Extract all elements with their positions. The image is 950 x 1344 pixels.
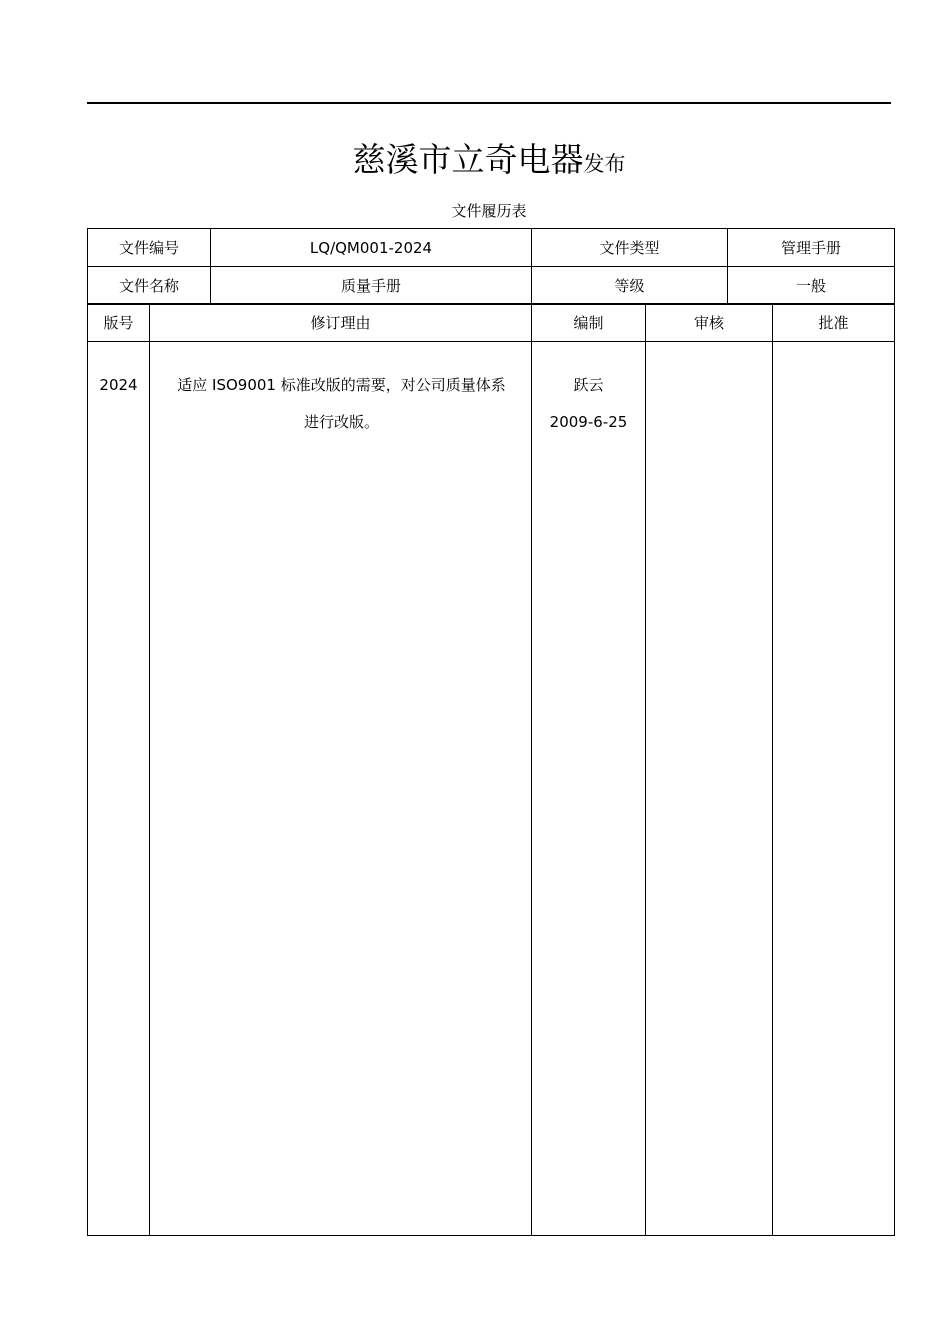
- revision-table: [87, 303, 895, 1236]
- file-info-row-1: [88, 229, 895, 267]
- version-cell: [88, 342, 150, 1236]
- document-title: [0, 134, 950, 181]
- reason-line-1: 适应 ISO9001 标准改版的需要，对公司质量体系: [177, 376, 506, 394]
- approve-cell: [773, 342, 895, 1236]
- approve-header: 批准: [773, 304, 895, 342]
- level-value: 一般: [728, 267, 895, 305]
- reason-header: 修订理由: [150, 304, 532, 342]
- file-info-row-2: [88, 267, 895, 305]
- file-info-table: [87, 228, 895, 305]
- author-date: 2009-6-25: [549, 413, 628, 431]
- doc-type-value: 管理手册: [728, 229, 895, 267]
- author-name: 跃云: [573, 376, 604, 394]
- table-row: [88, 342, 895, 1236]
- level-label: 等级: [532, 267, 728, 305]
- doc-number-label: 文件编号: [88, 229, 211, 267]
- version-header: 版号: [88, 304, 150, 342]
- doc-number-value: LQ/QM001-2024: [211, 229, 532, 267]
- company-name: 慈溪市立奇电器: [352, 140, 584, 179]
- revision-header-row: [88, 304, 895, 342]
- document-subtitle: 文件履历表: [451, 202, 527, 220]
- author-cell: [532, 342, 646, 1236]
- doc-type-label: 文件类型: [532, 229, 728, 267]
- doc-name-value: 质量手册: [211, 267, 532, 305]
- review-cell: [646, 342, 773, 1236]
- author-header: 编制: [532, 304, 646, 342]
- reason-cell: [150, 342, 532, 1236]
- issued-label: 发布: [583, 152, 626, 176]
- doc-name-label: 文件名称: [88, 267, 211, 305]
- review-header: 审核: [646, 304, 773, 342]
- top-rule: [87, 102, 891, 104]
- reason-line-2: 进行改版。: [303, 413, 379, 431]
- version-value: 2024: [99, 376, 138, 394]
